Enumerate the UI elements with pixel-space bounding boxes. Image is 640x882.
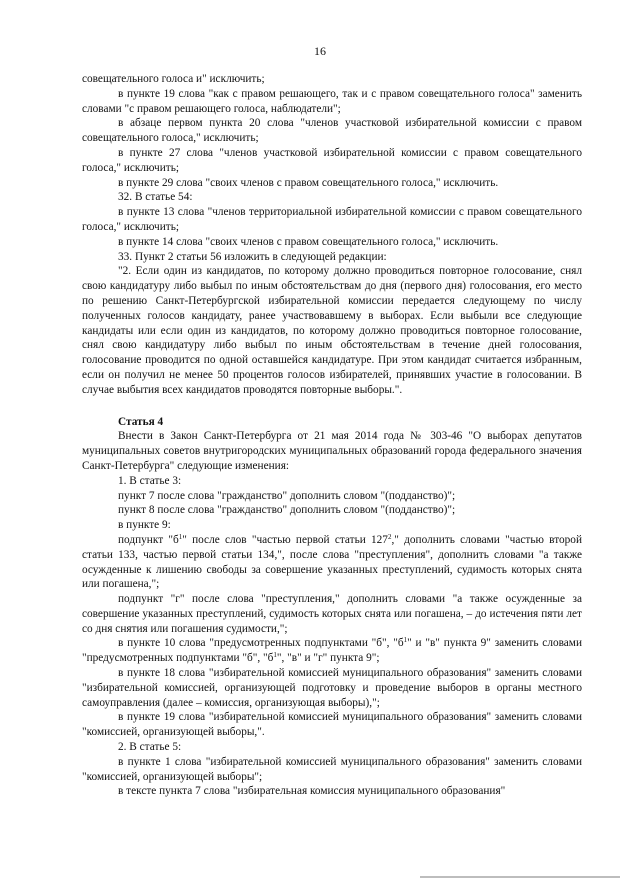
text-segment: " и "в" пункта 9" заменить словами "предусмотренных подпунктами "б", "б [82, 637, 582, 665]
paragraph: в пункте 9: [118, 519, 171, 532]
paragraph: 33. Пункт 2 статьи 56 изложить в следующей редакции: [118, 250, 387, 263]
paragraph: в пункте 1 слова "избирательной комиссией муниципального образования" заменить словами "комиссией, организующей выборы"; [82, 755, 582, 783]
paragraph [82, 533, 582, 592]
superscript: 1 [273, 651, 277, 660]
paragraph: в пункте 13 слова "членов территориальной избирательной комиссии с правом совещательного голоса," исключить; [82, 206, 582, 233]
paragraph: в пункте 19 слова "как с правом решающего, так и с правом совещательного голоса" заменить словами "с правом решающего голоса, наблюдатели"; [82, 87, 582, 115]
paragraph: совещательного голоса и" исключить; [82, 73, 265, 85]
paragraph: в пункте 29 слова "своих членов с правом совещательного голоса," исключить. [118, 176, 499, 189]
paragraph: в пункте 18 слова "избирательной комиссией муниципального образования" заменить словами "избирательной комиссией, организующей подготовку и проведение выборов в органы местного самоуправления (далее – комиссия, организующая выборы),"; [82, 667, 582, 709]
text-segment: ," дополнить словами "частью второй статьи 133, частью первой статьи 134,", после слова "преступления", дополнить словами "а также осужденные к лишению свободы за совершение указанных преступлений, судимость которых снята или погашена,"; [82, 533, 582, 591]
page-number: 16 [314, 44, 326, 58]
superscript: 1 [403, 636, 408, 645]
scan-edge-line [420, 876, 620, 878]
paragraph: в пункте 27 слова "членов участковой избирательной комиссии с правом совещательного голоса," исключить; [82, 146, 582, 174]
text-segment: в пункте 10 слова "предусмотренных подпунктами "б", "б [118, 637, 404, 650]
superscript: 1 [178, 532, 183, 541]
paragraph: 1. В статье 3: [118, 474, 182, 487]
paragraph [82, 636, 582, 666]
section-heading: Статья 4 [118, 415, 164, 428]
paragraph: "2. Если один из кандидатов, по которому должно проводиться повторное голосование, снял свою кандидатуру либо выбыл по иным обстоятельствам до дня (первого дня) голосования, его место по решению Санкт-Петербургской избирательной комиссии передается следующему по числу полученных голосов кандидату, ранее участвовавшему в выборах. Если выбыли все следующие кандидаты или если один из кандидатов, по которому должно проводиться повторное голосование, снял свою кандидатуру либо выбыл по иным обстоятельствам в течение дней голосования, голосование проводится по одной оставшейся кандидатуре. При этом кандидат считается избранным, если он получил не менее 50 процентов голосов избирателей, принявших участие в голосовании. В случае выбытия всех кандидатов проводятся повторные выборы.". [82, 265, 582, 396]
paragraph: в пункте 19 слова "избирательной комиссией муниципального образования" заменить словами "комиссией, организующей выборы,". [82, 711, 582, 739]
text-segment: " после слов "частью первой статьи 127 [182, 533, 388, 546]
paragraph: 32. В статье 54: [118, 191, 193, 204]
paragraph: в абзаце первом пункта 20 слова "членов участковой избирательной комиссии с правом совещательного голоса," исключить; [82, 117, 582, 145]
paragraph: подпункт "г" после слова "преступления," дополнить словами "а также осужденные за совершение указанных преступлений, судимость которых снята или погашена, – до истечения пяти лет со дня снятия или погашения судимости,"; [82, 593, 582, 635]
paragraph: пункт 7 после слова "гражданство" дополнить словом "(подданство)"; [118, 489, 456, 502]
text-segment: ", "в" и "г" пункта 9"; [276, 652, 380, 665]
document-body [82, 72, 582, 799]
paragraph: в пункте 14 слова "своих членов с правом совещательного голоса," исключить. [118, 235, 499, 248]
paragraph: Внести в Закон Санкт-Петербурга от 21 мая 2014 года № 303-46 "О выборах депутатов муниципальных советов внутригородских муниципальных образований города федерального значения Санкт-Петербурга" следующие изменения: [82, 430, 582, 472]
superscript: 2 [387, 532, 392, 541]
paragraph: 2. В статье 5: [118, 741, 182, 754]
paragraph: пункт 8 после слова "гражданство" дополнить словом "(подданство)"; [118, 504, 456, 517]
paragraph: в тексте пункта 7 слова "избирательная комиссия муниципального образования" [118, 785, 506, 798]
text-segment: подпункт "б [118, 533, 179, 546]
